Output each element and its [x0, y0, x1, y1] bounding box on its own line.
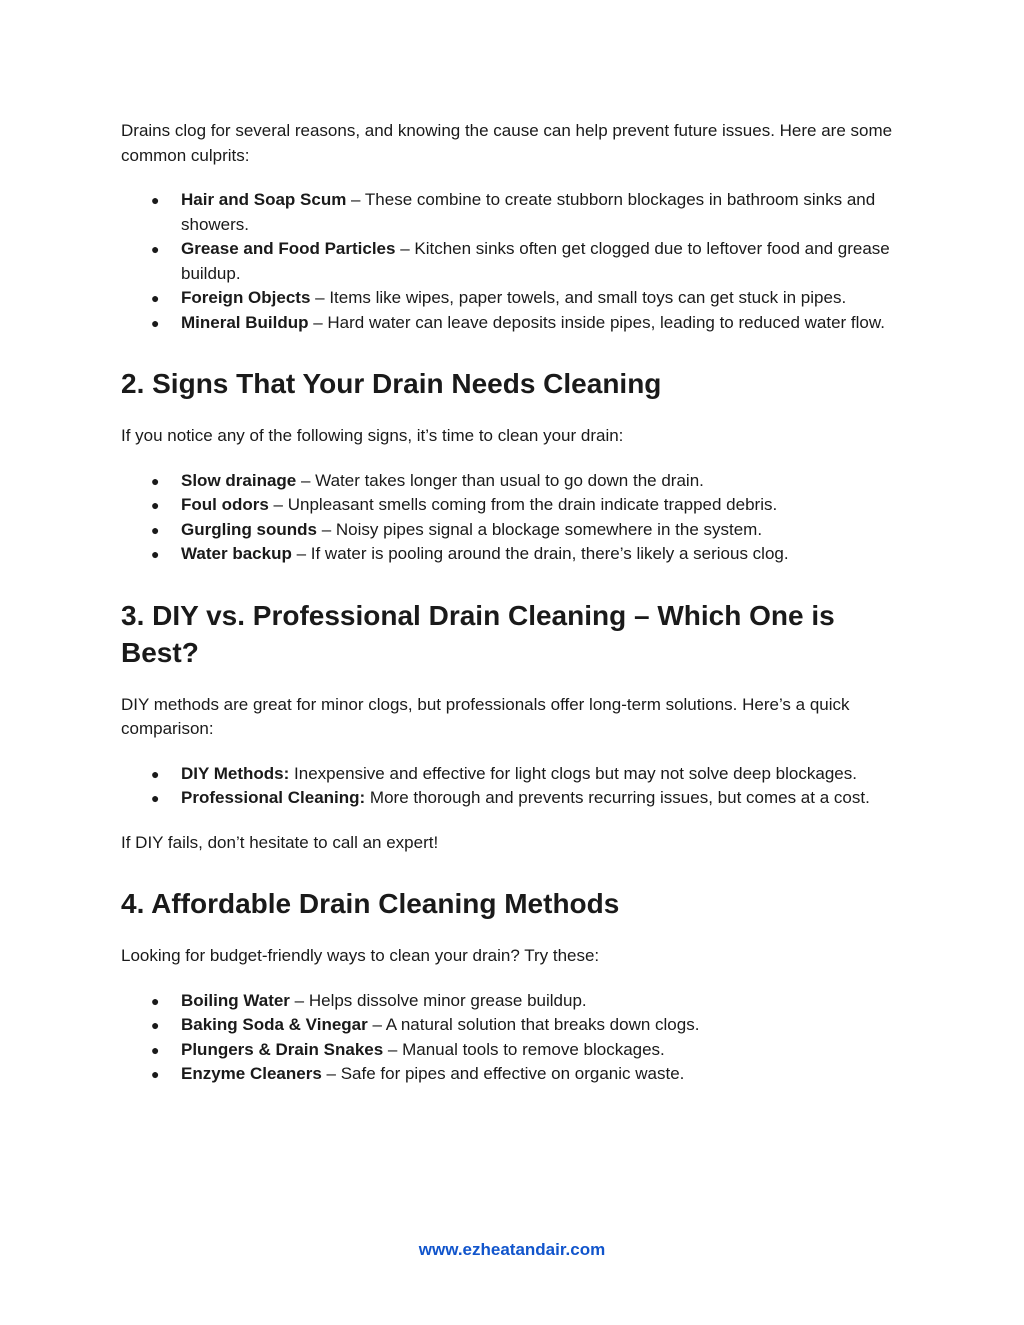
item-term: Hair and Soap Scum — [181, 190, 347, 209]
list-item — [121, 786, 911, 811]
bullet-icon: ● — [151, 521, 160, 538]
item-desc: – Helps dissolve minor grease buildup. — [289, 990, 587, 1010]
intro-list — [121, 188, 911, 335]
item-term: Foul odors — [181, 495, 269, 514]
bullet-icon: ● — [151, 765, 160, 782]
comparison-list — [121, 762, 911, 811]
list-item — [121, 762, 911, 787]
item-term: Gurgling sounds — [181, 519, 317, 539]
item-term: DIY Methods: — [181, 763, 290, 783]
section3-outro: If DIY fails, don’t hesitate to call an expert! — [121, 832, 439, 852]
footer — [0, 1240, 1024, 1260]
item-desc: – Water takes longer than usual to go down the drain. — [296, 470, 704, 490]
website-link[interactable]: www.ezheatandair.com — [418, 1240, 606, 1259]
section-heading-signs: 2. Signs That Your Drain Needs Cleaning — [121, 368, 662, 399]
item-term: Foreign Objects — [181, 288, 311, 307]
bullet-icon: ● — [151, 546, 160, 562]
list-item — [121, 493, 911, 518]
bullet-icon: ● — [151, 1041, 160, 1058]
list-item — [121, 311, 911, 336]
section2-paragraph: If you notice any of the following signs, it’s time to clean your drain: — [121, 426, 624, 445]
list-item — [121, 237, 911, 286]
list-item — [121, 1038, 911, 1063]
item-desc: – Kitchen sinks often get clogged due to leftover food and grease buildup. — [181, 239, 890, 283]
section-heading-diy-vs-pro: 3. DIY vs. Professional Drain Cleaning – Which One is Best? — [121, 599, 835, 668]
list-item — [121, 989, 911, 1014]
signs-list — [121, 469, 911, 567]
item-term: Baking Soda & Vinegar — [181, 1015, 368, 1034]
bullet-icon: ● — [151, 192, 160, 208]
item-term: Slow drainage — [181, 470, 297, 490]
item-term: Professional Cleaning: — [181, 788, 366, 807]
item-desc: – Safe for pipes and effective on organic waste. — [321, 1064, 685, 1083]
bullet-icon: ● — [151, 1017, 160, 1033]
document-body — [121, 119, 911, 1087]
item-desc: – Manual tools to remove blockages. — [383, 1039, 665, 1059]
item-desc: Inexpensive and effective for light clogs but may not solve deep blockages. — [289, 763, 857, 783]
methods-list — [121, 989, 911, 1087]
item-term: Mineral Buildup — [181, 312, 309, 332]
item-desc: – Items like wipes, paper towels, and small toys can get stuck in pipes. — [310, 288, 847, 307]
item-term: Enzyme Cleaners — [181, 1064, 322, 1083]
section3-paragraph: DIY methods are great for minor clogs, but professionals offer long-term solutions. Here’s a quick comparison: — [121, 694, 850, 738]
list-item — [121, 1013, 911, 1038]
list-item — [121, 286, 911, 311]
item-desc: More thorough and prevents recurring issues, but comes at a cost. — [365, 788, 870, 807]
list-item — [121, 542, 911, 567]
item-desc: – Unpleasant smells coming from the drain indicate trapped debris. — [268, 495, 778, 514]
bullet-icon: ● — [151, 241, 160, 257]
item-desc: – If water is pooling around the drain, there’s likely a serious clog. — [291, 544, 789, 563]
item-term: Boiling Water — [181, 990, 290, 1010]
bullet-icon: ● — [151, 472, 160, 489]
item-desc: – Noisy pipes signal a blockage somewhere in the system. — [317, 519, 763, 539]
list-item — [121, 1062, 911, 1087]
item-desc: – These combine to create stubborn blockages in bathroom sinks and showers. — [181, 190, 876, 234]
bullet-icon: ● — [151, 1066, 160, 1082]
list-item — [121, 518, 911, 543]
bullet-icon: ● — [151, 992, 160, 1009]
bullet-icon: ● — [151, 290, 160, 306]
list-item — [121, 188, 911, 237]
item-desc: – Hard water can leave deposits inside pipes, leading to reduced water flow. — [308, 312, 885, 332]
item-term: Water backup — [181, 544, 292, 563]
intro-paragraph: Drains clog for several reasons, and knowing the cause can help prevent future issues. Here are some common culprits: — [121, 121, 893, 165]
item-term: Plungers & Drain Snakes — [181, 1039, 384, 1059]
list-item — [121, 469, 911, 494]
section4-paragraph: Looking for budget-friendly ways to clean your drain? Try these: — [121, 946, 600, 965]
item-term: Grease and Food Particles — [181, 239, 396, 258]
item-desc: – A natural solution that breaks down clogs. — [367, 1015, 700, 1034]
bullet-icon: ● — [151, 497, 160, 513]
section-heading-affordable-methods: 4. Affordable Drain Cleaning Methods — [121, 888, 620, 919]
bullet-icon: ● — [151, 314, 160, 331]
bullet-icon: ● — [151, 790, 160, 806]
